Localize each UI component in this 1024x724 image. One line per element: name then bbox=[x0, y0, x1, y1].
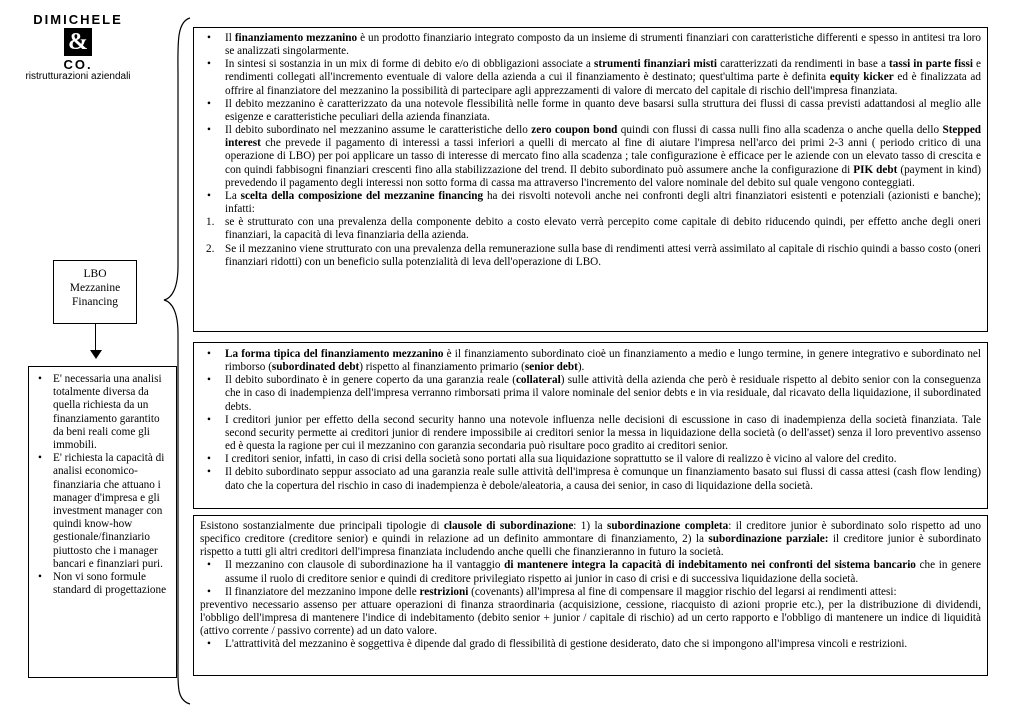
list-item: • Il debito subordinato nel mezzanino assume le caratteristiche dello zero coupon bond quindi con flussi di cassa nulli fino alla scadenza o anche quella dello Stepped interest che prevede il pagamento di interessi a tassi inferiori a quelli di mercato al fine di aiutare l'impresa nell'arco dei primi 2-3 anni ( periodo critico di una operazione di LBO) per poi applicare un tasso di interesse di mercato fino alla scadenza ; tale configurazione è efficace per le aziende con un elevato tasso di crescita e con quindi fabbisogni finanziari crescenti fino alla stabilizzazione del trend. Il debito subordinato può assumere anche la configurazione di PIK debt (payment in kind) prevedendo il pagamento degli interessi non sotto forma di cassa ma attraverso l'incremento del valore nominale del debito sul quale vengono conteggiati. bbox=[200, 124, 981, 190]
lbo-title-line2: Mezzanine bbox=[69, 282, 121, 294]
lbo-title-line1: LBO bbox=[83, 268, 107, 280]
list-item: • Non vi sono formule standard di progettazione bbox=[33, 571, 172, 597]
down-arrow-icon bbox=[90, 350, 102, 359]
list-item: • Il debito mezzanino è caratterizzato da una notevole flessibilità nelle forme in quanto deve basarsi sulla struttura dei flussi di cassa previsti adattandosi al meglio alle esigenze e caratteristiche peculiari della azienda finanziata. bbox=[200, 98, 981, 124]
list-item: • L'attrattività del mezzanino è soggettiva è dipende dal grado di flessibilità di gestione desiderato, dato che si impongono all'impresa vincoli e restrizioni. bbox=[200, 638, 981, 651]
paragraph: preventivo necessario assenso per attuare operazioni di finanza straordinaria (acquisizione, cessione, riacquisto di azioni proprie etc.), per la distribuzione di dividendi, l'obbligo dell'impresa di mantenere l'indice di indebitamento (debito senior + junior / capitale di rischio) ad un certo rapporto e l'obbligo di mantenere un indice di liquidità (attivo corrente / passivo corrente) ad un dato valore. bbox=[200, 598, 981, 638]
curly-brace-icon bbox=[160, 16, 194, 706]
list-item: • Il finanziatore del mezzanino impone delle restrizioni (covenants) all'impresa al fine di compensare il maggior rischio del legarsi ai rendimenti attesi: bbox=[200, 586, 981, 599]
requirements-list bbox=[33, 373, 172, 597]
company-logo bbox=[18, 12, 138, 82]
subordination-clauses-box bbox=[193, 515, 988, 676]
list-item: • Il finanziamento mezzanino è un prodotto finanziario integrato composto da un insieme di strumenti finanziari con caratteristiche differenti e spesso in antitesi tra loro se analizzati singolarmente. bbox=[200, 32, 981, 58]
list-item: • In sintesi si sostanzia in un mix di forme di debito e/o di obbligazioni associate a strumenti finanziari misti caratterizzati da rendimenti in base a tassi in parte fissi e rendimenti collegati all'incremento eventuale di valore della azienda a cui il finanziamento è destinato; quest'ultima parte è definita equity kicker ed è finalizzata ad offrire al finanziatore del mezzanino la possibilità di partecipare agli apprezzamenti di valore di mercato del capitale di rischio dell'impresa finanziata. bbox=[200, 58, 981, 97]
numbered-item: 1. se è strutturato con una prevalenza della componente debito a costo elevato verrà percepito come capitale di debito riducendo quindi, per effetto anche degli oneri finanziari, la capacità di leva finanziaria della azienda. bbox=[206, 216, 981, 242]
mezzanine-definition-box bbox=[193, 27, 988, 332]
list-item: • E' necessaria una analisi totalmente diversa da quella richiesta da un finanziamento garantito da beni reali come gli immobili. bbox=[33, 373, 172, 452]
numbered-item: 2. Se il mezzanino viene strutturato con una prevalenza della remunerazione sulla base di rendimenti attesi verrà assimilato al capitale di rischio quindi a basso costo (oneri finanziari ridotti) con un beneficio sulla potenzialità di leva dell'operazione di LBO. bbox=[206, 242, 981, 268]
list-item: • E' richiesta la capacità di analisi economico-finanziaria che attuano i manager d'impresa e gli investment manager con quindi know-how gestionale/finanziario piuttosto che i manager bancari e finanziari puri. bbox=[33, 452, 172, 571]
down-arrow-line bbox=[95, 324, 96, 352]
logo-tagline: ristrutturazioni aziendali bbox=[25, 71, 131, 82]
list-item: • I creditori senior, infatti, in caso di crisi della società sono portati alla sua liquidazione soprattutto se il valore di realizzo è vicino al valore del credito. bbox=[200, 453, 981, 466]
logo-ampersand: & bbox=[64, 28, 92, 56]
logo-line2: CO. bbox=[63, 57, 93, 72]
list-item: • Il debito subordinato è in genere coperto da una garanzia reale (collateral) sulle attività della azienda che però è residuale rispetto al debito senior con la conseguenza che in caso di inadempienza dell'impresa verranno rimborsati prima il valore nominale del senior debts e in via residuale, dal ricavato della liquidazione, il subordinated debts. bbox=[200, 374, 981, 413]
list-item: • Il debito subordinato seppur associato ad una garanzia reale sulle attività dell'impresa è comunque un finanziamento basato sui flussi di cassa attesi (cash flow lending) dato che la copertura del rischio in caso di inadempienza è debole/aleatoria, a causa dei senior, in caso di liquidazione della società. bbox=[200, 466, 981, 492]
logo-line1: DIMICHELE bbox=[33, 12, 123, 27]
requirements-box bbox=[28, 366, 177, 678]
list-item: • La forma tipica del finanziamento mezzanino è il finanziamento subordinato cioè un finanziamento a medio e lungo termine, in genere integrativo e subordinato nel rimborso (subordinated debt) rispetto al finanziamento primario (senior debt). bbox=[200, 348, 981, 374]
lbo-title-box bbox=[53, 260, 137, 324]
lbo-title-line3: Financing bbox=[72, 296, 118, 308]
paragraph: Esistono sostanzialmente due principali tipologie di clausole di subordinazione: 1) la subordinazione completa: il creditore junior è subordinato solo rispetto ad uno specifico creditore (creditore senior) e quindi in relazione ad un definito ammontare di finanziamento, 2) la subordinazione parziale: il creditore junior è subordinato rispetto a tutti gli altri creditori dell'impresa finanziata includendo anche quelli che finanzieranno in futuro la società. bbox=[200, 520, 981, 559]
list-item: • La scelta della composizione del mezzanine financing ha dei risvolti notevoli anche nei confronti degli altri finanziatori esistenti e potenziali (azionisti e banche); infatti: bbox=[200, 190, 981, 216]
list-item: • Il mezzanino con clausole di subordinazione ha il vantaggio di mantenere integra la capacità di indebitamento nei confronti del sistema bancario che in genere assume il ruolo di creditore senior e quindi di creditore privilegiato rispetto ai junior in caso di crisi e di successiva liquidazione della società. bbox=[200, 559, 981, 585]
subordinated-debt-box bbox=[193, 342, 988, 509]
list-item: • I creditori junior per effetto della second security hanno una notevole influenza nelle decisioni di escussione in caso di inadempienza della società finanziata. Tale second security permette ai creditori junior di rendere impossibile ai creditori senior la messa in liquidazione della società (o dell'asset) senza il loro preventivo assenso ed è questa la ragione per cui il mezzanino con garanzia secondaria può risultare poco gradito ai creditori senior. bbox=[200, 414, 981, 453]
